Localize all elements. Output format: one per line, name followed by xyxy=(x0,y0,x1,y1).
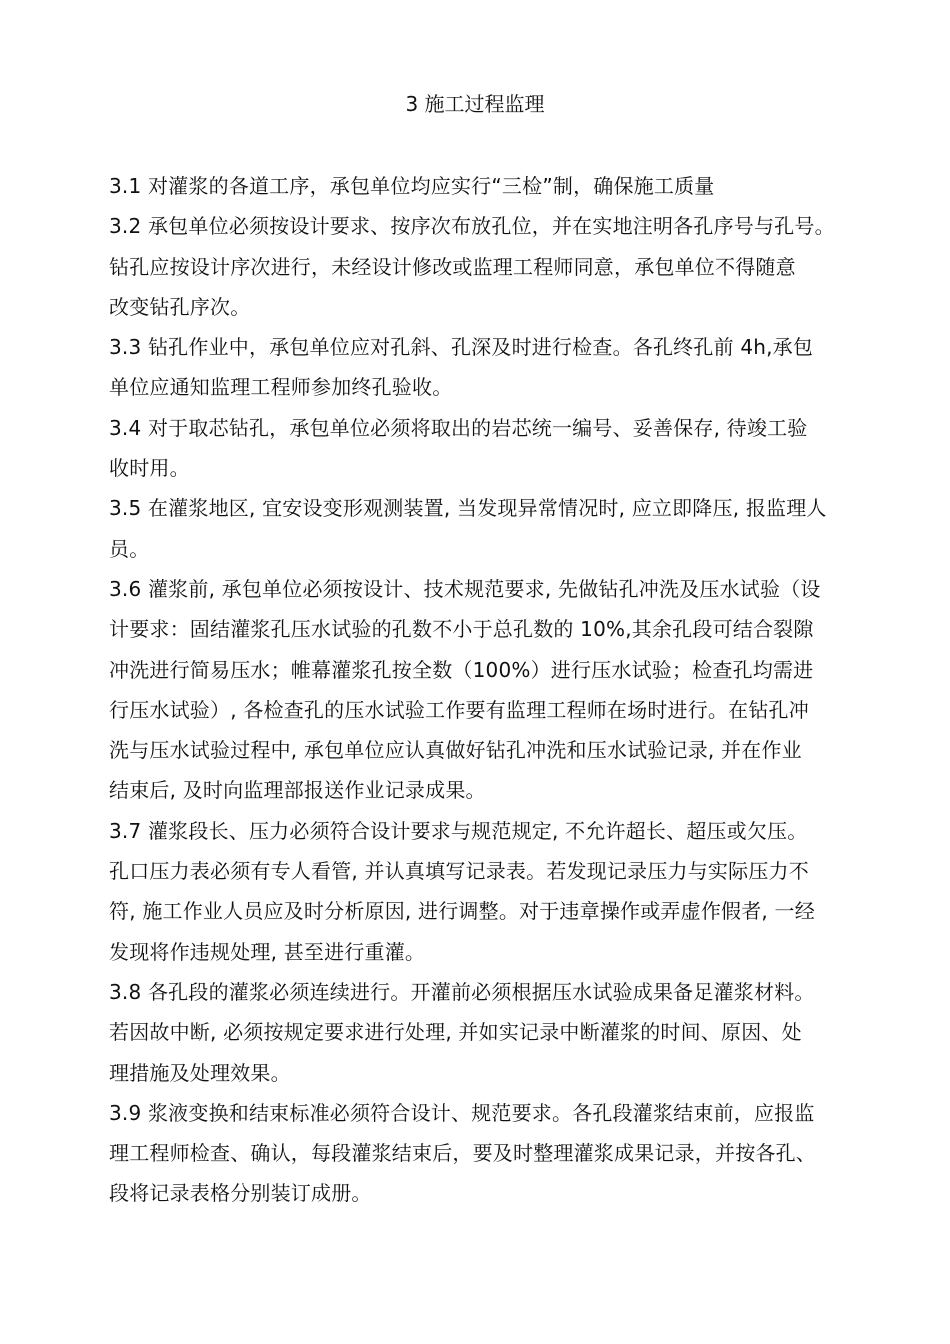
text-line: 理措施及处理效果。 xyxy=(109,1060,291,1085)
text-line: 钻孔应按设计序次进行，未经设计修改或监理工程师同意，承包单位不得随意 xyxy=(109,254,796,279)
text-line: 符, 施工作业人员应及时分析原因, 进行调整。对于违章操作或弄虚作假者, 一经 xyxy=(109,899,815,924)
text-line: 单位应通知监理工程师参加终孔验收。 xyxy=(109,375,453,400)
text-line: 3.5 在灌浆地区, 宜安设变形观测装置, 当发现异常情况时, 应立即降压, 报监理人 xyxy=(109,496,827,521)
text-line: 3.2 承包单位必须按设计要求、按序次布放孔位，并在实地注明各孔序号与孔号。 xyxy=(109,214,835,239)
text-line: 发现将作违规处理, 甚至进行重灌。 xyxy=(109,939,426,964)
text-line: 理工程师检查、确认，每段灌浆结束后，要及时整理灌浆成果记录，并按各孔、 xyxy=(109,1141,816,1166)
text-line: 行压水试验）, 各检查孔的压水试验工作要有监理工程师在场时进行。在钻孔冲 xyxy=(109,697,809,722)
text-line: 3.6 灌浆前, 承包单位必须按设计、技术规范要求, 先做钻孔冲洗及压水试验（设 xyxy=(109,576,821,601)
text-line: 3.1 对灌浆的各道工序，承包单位均应实行“三检”制，确保施工质量 xyxy=(109,174,715,198)
text-line: 3.4 对于取芯钻孔，承包单位必须将取出的岩芯统一编号、妥善保存, 待竣工验 xyxy=(109,415,808,440)
text-line: 收时用。 xyxy=(109,456,190,481)
text-line: 段将记录表格分别装订成册。 xyxy=(109,1181,372,1206)
text-line: 3.8 各孔段的灌浆必须连续进行。开灌前必须根据压水试验成果备足灌浆材料。 xyxy=(109,979,815,1004)
text-line: 冲洗进行简易压水；帷幕灌浆孔按全数（100%）进行压水试验；检查孔均需进 xyxy=(109,657,814,682)
text-line: 3.9 浆液变换和结束标准必须符合设计、规范要求。各孔段灌浆结束前，应报监 xyxy=(109,1100,815,1125)
text-line: 洗与压水试验过程中, 承包单位应认真做好钻孔冲洗和压水试验记录, 并在作业 xyxy=(109,738,802,763)
text-line: 3.3 钻孔作业中，承包单位应对孔斜、孔深及时进行检查。各孔终孔前 4h,承包 xyxy=(109,335,814,360)
text-line: 3.7 灌浆段长、压力必须符合设计要求与规范规定, 不允许超长、超压或欠压。 xyxy=(109,818,808,843)
text-line: 员。 xyxy=(109,536,150,561)
section-title: 3 施工过程监理 xyxy=(405,92,545,116)
text-line: 计要求：固结灌浆孔压水试验的孔数不小于总孔数的 10%,其余孔段可结合裂隙 xyxy=(109,617,814,642)
text-line: 改变钻孔序次。 xyxy=(109,294,251,319)
text-line: 孔口压力表必须有专人看管, 并认真填写记录表。若发现记录压力与实际压力不 xyxy=(109,859,809,884)
section-body xyxy=(109,166,939,1214)
text-line: 结束后, 及时向监理部报送作业记录成果。 xyxy=(109,778,486,803)
text-line: 若因故中断, 必须按规定要求进行处理, 并如实记录中断灌浆的时间、原因、处 xyxy=(109,1020,802,1045)
